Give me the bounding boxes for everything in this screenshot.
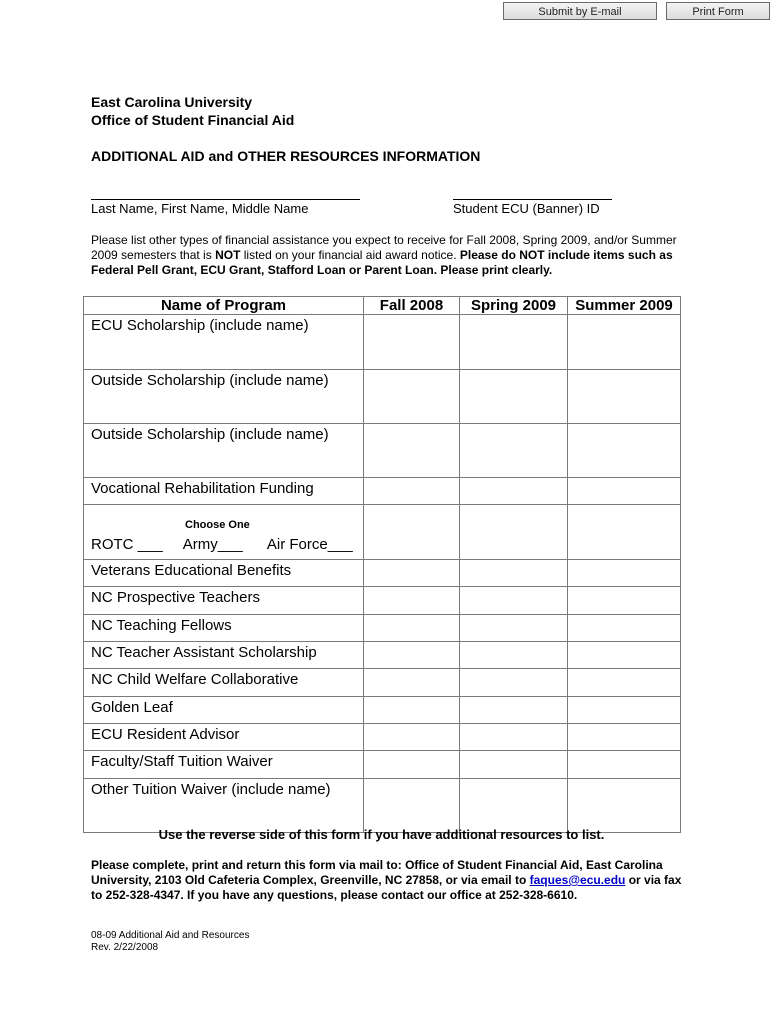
table-row-outside-scholarship-2: Outside Scholarship (include name) <box>84 424 364 478</box>
rotc-options[interactable]: ROTC ___ Army___ Air Force___ <box>91 536 353 553</box>
table-row-ecu-resident-advisor: ECU Resident Advisor <box>84 724 364 751</box>
table-row-golden-leaf: Golden Leaf <box>84 697 364 724</box>
table-row-veterans: Veterans Educational Benefits <box>84 560 364 587</box>
fall-cell[interactable] <box>364 505 460 560</box>
mailing-instructions: Please complete, print and return this form via mail to: Office of Student Financial Aid, East Carolina University, 2103 Old Cafeteria Complex, Greenville, NC 27858, or via email to faques@ecu.edu or via fax to 252-328-4347. If you have any questions, please contact our office at 252-328-6610. <box>91 858 682 902</box>
spring-cell[interactable] <box>460 669 568 697</box>
fall-cell[interactable] <box>364 751 460 779</box>
resources-table <box>83 296 681 833</box>
summer-cell[interactable] <box>568 615 681 642</box>
instructions: Please list other types of financial assistance you expect to receive for Fall 2008, Spring 2009, and/or Summer 2009 semesters that is NOT listed on your financial aid award notice. Please do NOT include items such as Federal Pell Grant, ECU Grant, Stafford Loan or Parent Loan. Please print clearly. <box>91 233 677 277</box>
spring-cell[interactable] <box>460 587 568 615</box>
name-field-label: Last Name, First Name, Middle Name <box>91 201 309 216</box>
student-id-input-line[interactable] <box>453 199 612 200</box>
fall-cell[interactable] <box>364 424 460 478</box>
summer-cell[interactable] <box>568 560 681 587</box>
header-fall-2008: Fall 2008 <box>364 297 460 315</box>
email-link[interactable]: faques@ecu.edu <box>529 873 626 887</box>
spring-cell[interactable] <box>460 315 568 370</box>
summer-cell[interactable] <box>568 642 681 669</box>
spring-cell[interactable] <box>460 724 568 751</box>
summer-cell[interactable] <box>568 587 681 615</box>
table-row-other-tuition-waiver: Other Tuition Waiver (include name) <box>84 779 364 833</box>
fall-cell[interactable] <box>364 697 460 724</box>
summer-cell[interactable] <box>568 315 681 370</box>
summer-cell[interactable] <box>568 478 681 505</box>
spring-cell[interactable] <box>460 370 568 424</box>
table-row-nc-teaching-fellows: NC Teaching Fellows <box>84 615 364 642</box>
fall-cell[interactable] <box>364 315 460 370</box>
table-row-nc-prospective-teachers: NC Prospective Teachers <box>84 587 364 615</box>
spring-cell[interactable] <box>460 642 568 669</box>
print-form-button[interactable]: Print Form <box>666 2 770 20</box>
fall-cell[interactable] <box>364 642 460 669</box>
form-footer <box>91 930 249 954</box>
choose-one-label: Choose One <box>185 519 250 531</box>
table-row-faculty-staff-waiver: Faculty/Staff Tuition Waiver <box>84 751 364 779</box>
table-row-vocational-rehab: Vocational Rehabilitation Funding <box>84 478 364 505</box>
table-row-outside-scholarship-1: Outside Scholarship (include name) <box>84 370 364 424</box>
name-input-line[interactable] <box>91 199 360 200</box>
submit-by-email-button[interactable]: Submit by E-mail <box>503 2 657 20</box>
fall-cell[interactable] <box>364 669 460 697</box>
student-id-field-label: Student ECU (Banner) ID <box>453 201 600 216</box>
summer-cell[interactable] <box>568 669 681 697</box>
form-revision-name: 08-09 Additional Aid and Resources <box>91 930 250 941</box>
summer-cell[interactable] <box>568 370 681 424</box>
spring-cell[interactable] <box>460 560 568 587</box>
summer-cell[interactable] <box>568 779 681 833</box>
spring-cell[interactable] <box>460 615 568 642</box>
university-name: East Carolina University <box>91 94 253 110</box>
fall-cell[interactable] <box>364 615 460 642</box>
header-program: Name of Program <box>84 297 364 315</box>
summer-cell[interactable] <box>568 724 681 751</box>
summer-cell[interactable] <box>568 424 681 478</box>
summer-cell[interactable] <box>568 697 681 724</box>
table-row-rotc <box>84 505 364 560</box>
fall-cell[interactable] <box>364 560 460 587</box>
fall-cell[interactable] <box>364 370 460 424</box>
summer-cell[interactable] <box>568 751 681 779</box>
office-name: Office of Student Financial Aid <box>91 112 295 128</box>
spring-cell[interactable] <box>460 779 568 833</box>
spring-cell[interactable] <box>460 478 568 505</box>
header-spring-2009: Spring 2009 <box>460 297 568 315</box>
spring-cell[interactable] <box>460 505 568 560</box>
fall-cell[interactable] <box>364 724 460 751</box>
table-row-nc-teacher-assistant: NC Teacher Assistant Scholarship <box>84 642 364 669</box>
spring-cell[interactable] <box>460 697 568 724</box>
form-title: ADDITIONAL AID and OTHER RESOURCES INFORMATION <box>91 148 481 164</box>
table-row-ecu-scholarship: ECU Scholarship (include name) <box>84 315 364 370</box>
fall-cell[interactable] <box>364 587 460 615</box>
spring-cell[interactable] <box>460 424 568 478</box>
fall-cell[interactable] <box>364 478 460 505</box>
spring-cell[interactable] <box>460 751 568 779</box>
fall-cell[interactable] <box>364 779 460 833</box>
table-row-nc-child-welfare: NC Child Welfare Collaborative <box>84 669 364 697</box>
form-revision-date: Rev. 2/22/2008 <box>91 942 159 953</box>
summer-cell[interactable] <box>568 505 681 560</box>
reverse-side-note: Use the reverse side of this form if you have additional resources to list. <box>158 827 605 842</box>
header-summer-2009: Summer 2009 <box>568 297 681 315</box>
